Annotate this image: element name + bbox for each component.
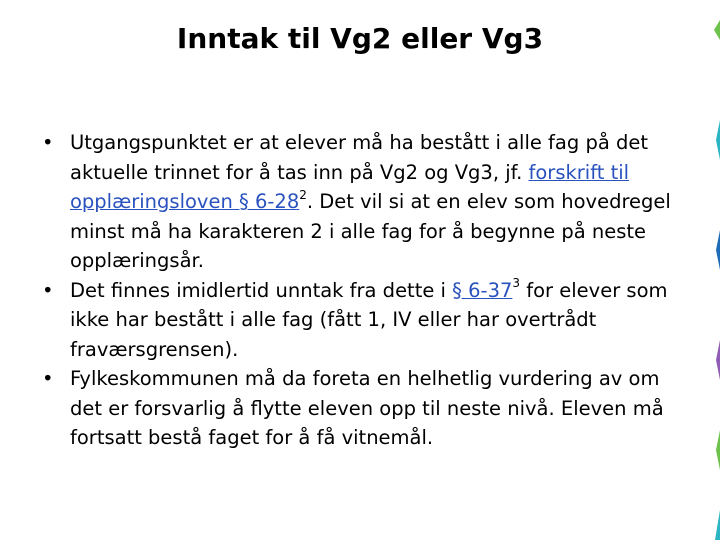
bullet-dot: • [42, 131, 54, 154]
bullet-text: for elever som ikke har bestått i alle fag (fått 1, IV eller har overtrådt fraværsgrensen). [70, 278, 668, 361]
bullet-text: Det finnes imidlertid unntak fra dette i [70, 278, 453, 302]
bullet-text: Fylkeskommunen må da foreta en helhetlig vurdering av om det er forsvarlig å flytte eleven opp til neste nivå. Eleven må fortsatt bestå faget for å få vitnemål. [70, 367, 664, 449]
stripe-green-top [714, 0, 720, 40]
link-paragraph-6-37[interactable]: § 6-37 [452, 278, 513, 302]
bullet-list [30, 128, 695, 453]
footnote-ref: 3 [512, 276, 521, 290]
bullet-dot: • [42, 278, 54, 302]
link-forskrift-6-28[interactable]: forskrift til opplæringsloven § 6-28 [70, 160, 630, 213]
stripe-teal-bottom [715, 510, 720, 540]
bullet-item [30, 128, 695, 276]
bullet-text: Utgangspunktet er at elever må ha bestått i alle fag på det aktuelle trinnet for å tas inn på Vg2 og Vg3, jf. [70, 131, 648, 184]
stripe-teal [716, 120, 720, 160]
slide-title: Inntak til Vg2 eller Vg3 [176, 22, 544, 55]
bullet-dot: • [42, 367, 54, 390]
footnote-ref: 2 [299, 187, 307, 202]
stripe-blue [716, 230, 720, 270]
stripe-green [716, 430, 720, 470]
stripe-purple [716, 340, 720, 380]
decorative-edge-stripe [706, 0, 720, 540]
bullet-item [30, 364, 695, 453]
bullet-text: . Det vil si at en elev som hovedregel minst må ha karakteren 2 i alle fag for å begynne på neste opplæringsår. [70, 190, 671, 272]
bullet-item [30, 276, 695, 365]
